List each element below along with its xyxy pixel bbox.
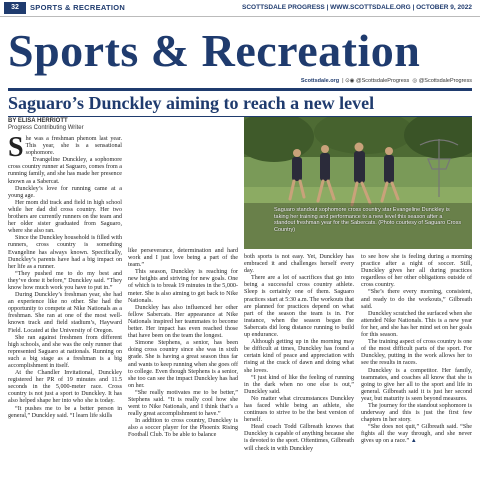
byline: [8, 118, 84, 132]
paragraph: Evangeline Dunckley, a sophomore cross country runner at Saguaro, comes from a running family, and she has made her presence known as a Sabercat.: [8, 157, 122, 185]
article-headline: Saguaro’s Dunckley aiming to reach a new level: [8, 93, 375, 113]
header-bar: [0, 0, 480, 17]
paragraph: No matter what circumstances Dunckley has faced while being an athlete, she continues to strive to be the best version of herself.: [244, 395, 354, 424]
paragraph: Although getting up in the morning may be difficult at times, Dunckley has found a certain kind of peace and appreciation with rising at the crack of dawn and doing what she loves.: [244, 339, 354, 374]
paragraph: Dunckley’s love for running came at a young age.: [8, 185, 122, 199]
photo-caption: Saguaro standout sophomore cross country star Evangeline Dunckley is taking her training and performance to a new level this season after a standout freshman year for the Sabercats. (Photo courtesy of Saguaro Cross Country): [274, 207, 462, 233]
masthead-rule: [8, 88, 472, 91]
social-icon-2: ◎: [412, 78, 418, 84]
author-title: Progress Contributing Writer: [8, 125, 84, 131]
paragraph: [361, 424, 472, 445]
paragraph: Dunckley has also influenced her other fellow Sabercats. Her appearance at Nike Nationals inspired her teammates to become better. Her impact has even reached those that have been on the team the longest.: [128, 304, 238, 340]
social-handle-2[interactable]: @ScottsdaleProgress: [418, 78, 472, 84]
paragraph: to see how she is feeling during a morning practice after a night of soccer. Still, Dunckley gives her all during practices regardless of her other obligations outside of cross country.: [361, 254, 472, 289]
paragraph: Head coach Todd Gilbreath knows that Dunckley is capable of anything because she is devoted to the sport. Oftentimes, Gilbreath will check in with Dunckley: [244, 424, 355, 452]
article-column-3: [244, 254, 354, 453]
paragraph: “They pushed me to do my best and they’ve done it before,” Dunckley said. “They know how much work you have to put in.”: [8, 270, 122, 291]
paragraph: Since the Dunckley household is filled with runners, cross country is something Evangeline has always known. Specifically, Dunckley’s parents have had a big impact on her life as a runner.: [8, 235, 122, 270]
paragraph: The journey for the standout sophomore is underway and this is just the first few chapters in her story.: [361, 402, 472, 424]
article-column-4: [361, 254, 472, 446]
social-icons: ⊙◉: [345, 78, 355, 84]
social-links: Scottsdale.org | ⊙◉ @ScottsdaleProgress ◎ @ScottsdaleProgress: [300, 78, 472, 84]
paragraph: Dunckley scratched the surfaced when she attended Nike Nationals. This is a new year for her, and she has her mind set on her goals for this season.: [361, 310, 472, 339]
closing-quote: “She does not quit,” Gilbreath said. “She fights all the way through, and she never gives up on a race.”: [361, 424, 472, 445]
drop-cap: S: [8, 132, 24, 163]
paragraph: This season, Dunckley is reaching for new heights and striving for new goals. One of which is to break 19 minutes in the 5,000-meter. She is also aiming to get back to Nike Nationals.: [128, 269, 238, 304]
paragraph: During Dunckley’s freshman year, she had an experience like no other. She had the opportunity to compete at Nike Nationals as a freshman. She ran at one of the most well-known track and field stadium’s, Hayward Field. Located at the University of Oregon.: [8, 292, 122, 334]
paragraph: “She really motivates me to be better,” Stephens said. “It is really cool how she went to Nike Nationals, and I think that’s a really great accomplishment to have.”: [128, 389, 238, 418]
article-column-2: [128, 248, 238, 440]
paragraph: like perseverance, determination and hard work and I just love being a part of the team.”: [128, 248, 238, 269]
paragraph: She ran against freshmen from different high schools, and she was the only runner that represented Saguaro at nationals. Running on such a big stage as a freshman is a big accomplishment in itself.: [8, 334, 122, 369]
paragraph: “It pushes me to be a better person in general,” Dunckley said. “I learn life skills: [8, 405, 122, 419]
paragraph: “I just kind of like the feeling of running in the dark when no one else is out,” Dunckley said.: [244, 374, 354, 395]
paragraph: She was a freshman phenom last year. This year, she is a sensational sophomore.: [8, 132, 122, 163]
section-label: SPORTS & RECREATION: [30, 3, 126, 12]
article-column-1: [8, 132, 122, 420]
paragraph: Dunckley is a competitor. Her family, teammates, and coaches all know that she is going to give her all to the sport and life in general. Gilbreath said it is just her second year, but maturity is seen beyond measures.: [361, 367, 472, 402]
paragraph: Simone Stephens, a senior, has been doing cross country since she was in sixth grade. She is having a great season thus far and wants to keep running when she goes off to college. Even though Stephens is a senior, she too can see the impact Dunckley has had on her.: [128, 340, 238, 389]
end-mark-icon: ▲: [410, 438, 417, 445]
paragraph: In addition to cross country, Dunckley is also a soccer player for the Phoenix Rising Football Club. To be able to balance: [128, 418, 238, 439]
paragraph: “She’s there every morning, consistent, and ready to do the workouts,” Gilbreath said.: [361, 289, 472, 310]
paragraph: The training aspect of cross country is one of the most difficult parts of the sport. For Dunckley, putting in the work allows her to see the results in races.: [361, 339, 472, 367]
section-masthead: Sports & Recreation: [8, 25, 421, 76]
site-link[interactable]: Scottsdale.org: [300, 78, 340, 84]
author-name: BY ELISA HERRIOTT: [8, 118, 68, 124]
social-handle-1[interactable]: @ScottsdaleProgress: [356, 78, 410, 84]
page-number: 32: [4, 2, 26, 14]
paragraph: both sports is not easy. Yet, Dunckley has embraced it and challenges herself every day.: [244, 254, 354, 275]
paragraph: Her mom did track and field in high school while her dad did cross country. Her two brothers are currently runners on the team and her older sister graduated from Saguaro, where she also ran.: [8, 199, 122, 235]
paragraph: There are a lot of sacrifices that go into being a successful cross country athlete. Sleep is certainly one of them. Saguaro practices start at 5:30 a.m. The workouts that are planned for practices depend on what part of the season the team is in. For instance, when the season began the Sabercats did long distance running to build up endurance.: [244, 275, 354, 339]
header-publication-info: SCOTTSDALE PROGRESS | WWW.SCOTTSDALE.ORG | OCTOBER 9, 2022: [242, 4, 472, 11]
paragraph: At the Chandler Invitational, Dunckley registered her PR of 19 minutes and 11.5 seconds in the 5,000-meter race. Cross country is not just a sport to Dunckley. It has also helped shape her into who she is today.: [8, 370, 122, 405]
